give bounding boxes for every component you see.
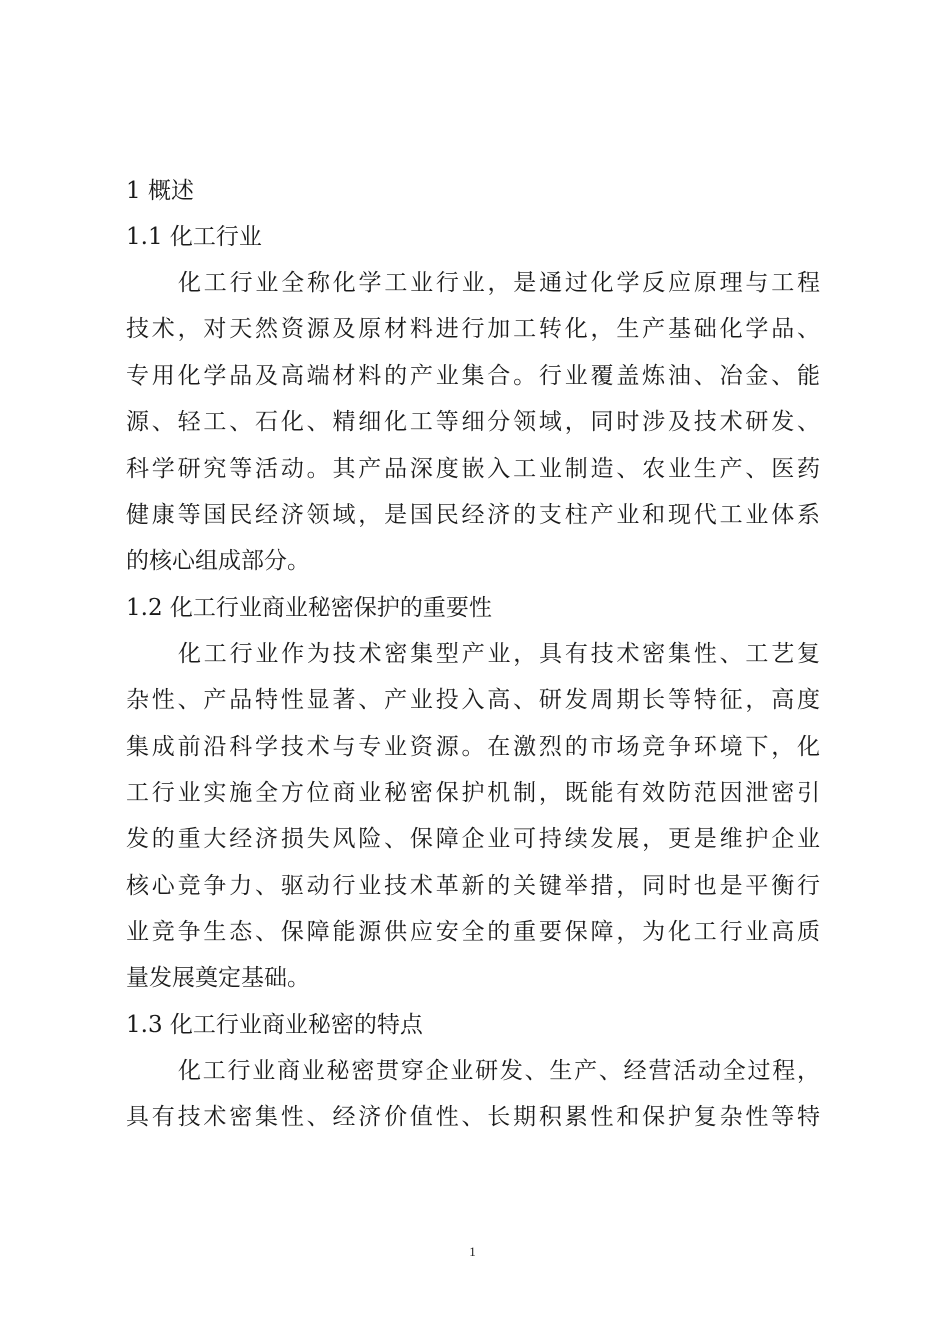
document-body bbox=[126, 168, 820, 1141]
paragraph-line: 化工行业商业秘密贯穿企业研发、生产、经营活动全过程， bbox=[178, 1057, 820, 1084]
paragraph-line: 源、轻工、石化、精细化工等细分领域，同时涉及技术研发、 bbox=[126, 409, 820, 436]
paragraph-line: 集成前沿科学技术与专业资源。在激烈的市场竞争环境下，化 bbox=[126, 733, 820, 760]
paragraph-line: 杂性、产品特性显著、产业投入高、研发周期长等特征，高度 bbox=[126, 687, 820, 714]
section-1-3-paragraph bbox=[126, 1048, 820, 1141]
paragraph-line: 发的重大经济损失风险、保障企业可持续发展，更是维护企业 bbox=[126, 826, 820, 853]
section-1-1-heading: 1.1 化工行业 bbox=[126, 224, 262, 250]
section-1-2-paragraph bbox=[126, 631, 820, 1002]
paragraph-line: 专用化学品及高端材料的产业集合。行业覆盖炼油、冶金、能 bbox=[126, 362, 820, 389]
page-number: 1 bbox=[469, 1244, 476, 1259]
section-1-2-heading: 1.2 化工行业商业秘密保护的重要性 bbox=[126, 594, 492, 621]
paragraph-line: 健康等国民经济领域，是国民经济的支柱产业和现代工业体系 bbox=[126, 501, 820, 528]
section-1-1-paragraph bbox=[126, 260, 820, 585]
paragraph-line: 科学研究等活动。其产品深度嵌入工业制造、农业生产、医药 bbox=[126, 455, 820, 482]
paragraph-line: 核心竞争力、驱动行业技术革新的关键举措，同时也是平衡行 bbox=[126, 872, 820, 899]
paragraph-line: 工行业实施全方位商业秘密保护机制，既能有效防范因泄密引 bbox=[126, 779, 820, 806]
paragraph-line: 技术，对天然资源及原材料进行加工转化，生产基础化学品、 bbox=[126, 316, 820, 343]
paragraph-line: 化工行业作为技术密集型产业，具有技术密集性、工艺复 bbox=[178, 640, 820, 667]
paragraph-line: 业竞争生态、保障能源供应安全的重要保障，为化工行业高质 bbox=[126, 919, 820, 946]
section-1-3-heading: 1.3 化工行业商业秘密的特点 bbox=[126, 1011, 423, 1038]
section-1-heading: 1 概述 bbox=[126, 178, 194, 204]
paragraph-line: 的核心组成部分。 bbox=[126, 548, 310, 575]
paragraph-line: 化工行业全称化学工业行业，是通过化学反应原理与工程 bbox=[178, 270, 820, 296]
paragraph-line: 具有技术密集性、经济价值性、长期积累性和保护复杂性等特 bbox=[126, 1104, 820, 1131]
paragraph-line: 量发展奠定基础。 bbox=[126, 965, 310, 992]
